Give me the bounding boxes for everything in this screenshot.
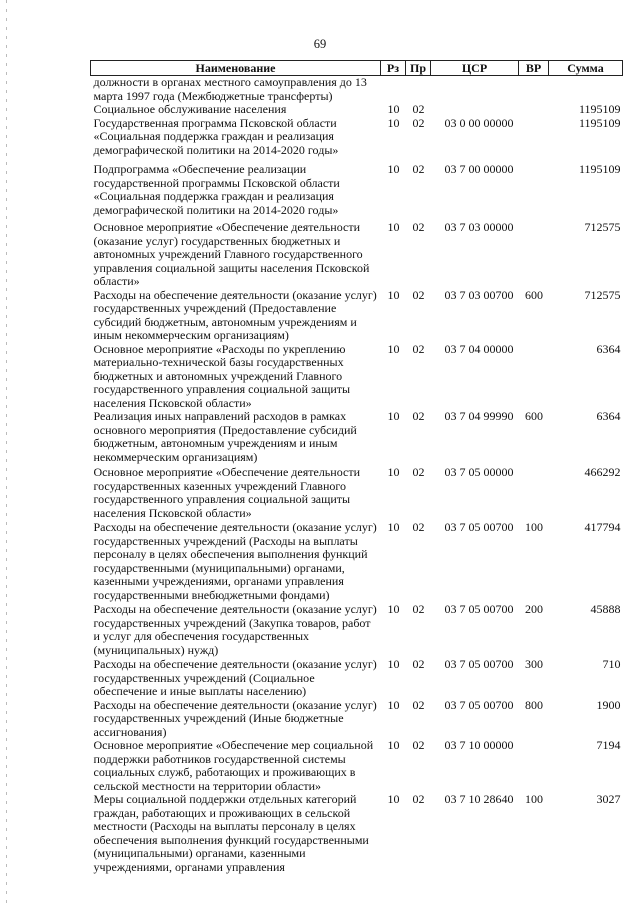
cell-name: Реализация иных направлений расходов в рамках основного мероприятия (Предоставление субсидий бюджетным, автономным учреждениям и иным некоммерческим организациям) [93,409,357,464]
table-row [91,699,623,740]
cell-vr [519,103,549,117]
cell-rz: 10 [387,697,400,712]
cell-sum: 1195109 [578,115,621,130]
cell-rz [381,76,406,104]
cell-sum: 7194 [596,738,621,752]
cell-pr: 02 [412,697,425,712]
cell-vr [519,76,549,104]
table-row [91,520,623,602]
cell-sum: 1900 [596,697,621,712]
cell-pr: 02 [412,162,425,176]
cell-rz: 10 [387,220,400,234]
table-row [91,76,623,104]
cell-csr [431,76,519,104]
cell-rz: 10 [387,602,400,616]
table-row [91,464,623,520]
cell-pr: 02 [412,102,425,116]
cell-pr: 02 [412,409,425,423]
cell-name: Подпрограмма «Обеспечение реализации государственной программы Псковской области «Социальная поддержка граждан и реализация демографической политики на 2014-2020 годы» [93,162,340,217]
table-header [91,61,623,76]
cell-sum: 417794 [584,520,621,534]
cell-name: должности в органах местного самоуправления до 13 марта 1997 года (Межбюджетные трансферты) [93,75,367,103]
cell-vr [519,739,549,793]
cell-rz: 10 [387,409,400,423]
cell-csr: 03 7 03 00000 [444,220,514,234]
cell-pr: 02 [412,220,425,234]
cell-sum: 466292 [584,465,621,479]
cell-sum [549,76,623,104]
cell-sum: 1195109 [578,102,621,116]
cell-sum: 6364 [596,409,621,423]
cell-pr: 02 [412,602,425,616]
table-row [91,103,623,117]
cell-csr: 03 7 05 00700 [444,657,514,671]
cell-pr: 02 [412,792,425,806]
cell-name: Государственная программа Псковской области «Социальная поддержка граждан и реализация демографической политики на 2014-2020 годы» [93,115,339,157]
cell-vr [519,217,549,289]
cell-name: Социальное обслуживание населения [93,102,287,116]
cell-pr: 02 [412,738,425,752]
table-row [91,157,623,217]
table-row [91,410,623,464]
cell-name: Меры социальной поддержки отдельных категорий граждан, работающих и проживающих в сельской местности (Расходы на выплаты персоналу в целях обеспечения выполнения функций государственными (муниципальными) органами, казенными учреждениями, органами управления [93,792,369,874]
cell-name: Основное мероприятие «Обеспечение деятельности государственных казенных учреждений Главного государственного управления социальной защиты населения Псковской области» [93,465,360,520]
table-row [91,602,623,657]
cell-sum: 45888 [590,602,621,616]
table-body [91,76,623,875]
cell-pr: 02 [412,341,425,356]
cell-csr: 03 0 00 00000 [444,115,514,130]
cell-csr: 03 7 05 00700 [444,697,514,712]
cell-vr: 300 [525,657,543,671]
cell-name: Расходы на обеспечение деятельности (оказание услуг) государственных учреждений (Иные бюджетные ассигнования) [93,697,377,739]
cell-rz: 10 [387,465,400,479]
cell-rz: 10 [387,162,400,176]
cell-vr [519,464,549,520]
cell-name: Расходы на обеспечение деятельности (оказание услуг) государственных учреждений (Социальное обеспечение и иные выплаты населению) [93,657,377,698]
cell-csr: 03 7 00 00000 [444,162,514,176]
cell-pr: 02 [412,287,425,302]
header-rz: Рз [381,61,406,76]
cell-sum: 6364 [596,341,621,356]
cell-sum: 712575 [584,287,621,302]
scan-left-edge [6,0,7,905]
cell-vr: 100 [525,792,543,806]
cell-csr: 03 7 05 00700 [444,520,514,534]
cell-vr: 200 [525,602,543,616]
cell-name: Основное мероприятие «Расходы по укреплению материально-технической базы государственных бюджетных и автономных учреждений Главного государственного управления социальной защиты населения Псковской области» [93,341,351,410]
cell-rz: 10 [387,287,400,302]
header-vr: ВР [519,61,549,76]
cell-rz: 10 [387,341,400,356]
cell-vr [519,117,549,158]
cell-csr: 03 7 04 00000 [444,341,514,356]
cell-sum: 712575 [584,220,621,234]
cell-pr [406,76,431,104]
cell-vr: 800 [525,697,543,712]
header-pr: Пр [406,61,431,76]
cell-pr: 02 [412,657,425,671]
cell-vr [519,157,549,217]
cell-vr: 600 [525,409,543,423]
cell-pr: 02 [412,115,425,130]
cell-rz: 10 [387,657,400,671]
cell-name: Расходы на обеспечение деятельности (оказание услуг) государственных учреждений (Предоставление субсидий бюджетным, автономным учреждениям и иным некоммерческим организациям) [93,287,377,342]
cell-name: Расходы на обеспечение деятельности (оказание услуг) государственных учреждений (Закупка товаров, работ и услуг для обеспечения государственных (муниципальных) нужд) [93,602,377,657]
cell-rz: 10 [387,102,400,116]
cell-vr: 100 [525,520,543,534]
cell-rz: 10 [387,738,400,752]
header-sum: Сумма [549,61,623,76]
table-row [91,289,623,343]
cell-pr: 02 [412,520,425,534]
table-row [91,217,623,289]
table-row [91,793,623,874]
cell-csr: 03 7 04 99990 [444,409,514,423]
table-row [91,343,623,411]
cell-name: Основное мероприятие «Обеспечение мер социальной поддержки работников государственной системы социальных служб, работающих и проживающих в сельской местности на территории области» [93,738,374,793]
table-row [91,657,623,699]
cell-csr: 03 7 05 00700 [444,602,514,616]
budget-table [90,60,623,874]
table-row [91,117,623,158]
cell-rz: 10 [387,520,400,534]
cell-csr [431,103,519,117]
cell-vr: 600 [525,287,543,302]
page-number: 69 [313,37,327,51]
cell-csr: 03 7 10 28640 [444,792,514,806]
cell-pr: 02 [412,465,425,479]
header-csr: ЦСР [431,61,519,76]
cell-csr: 03 7 10 00000 [444,738,514,752]
cell-sum: 1195109 [578,162,621,176]
table-row [91,739,623,793]
cell-rz: 10 [387,792,400,806]
cell-sum: 3027 [596,792,621,806]
cell-name: Основное мероприятие «Обеспечение деятельности (оказание услуг) государственных бюджетных и автономных учреждений Главного государственного управления социальной защиты населения Псковской области» [93,220,370,288]
cell-sum: 710 [602,657,621,671]
cell-name: Расходы на обеспечение деятельности (оказание услуг) государственных учреждений (Расходы на выплаты персоналу в целях обеспечения выполнения функций государственными (муниципальными) органами, казенными учреждениями, органами управления государственными внебюджетными фондами) [93,520,377,602]
cell-vr [519,343,549,411]
cell-csr: 03 7 03 00700 [444,287,514,302]
cell-csr: 03 7 05 00000 [444,465,514,479]
header-name: Наименование [91,61,381,76]
cell-rz: 10 [387,115,400,130]
